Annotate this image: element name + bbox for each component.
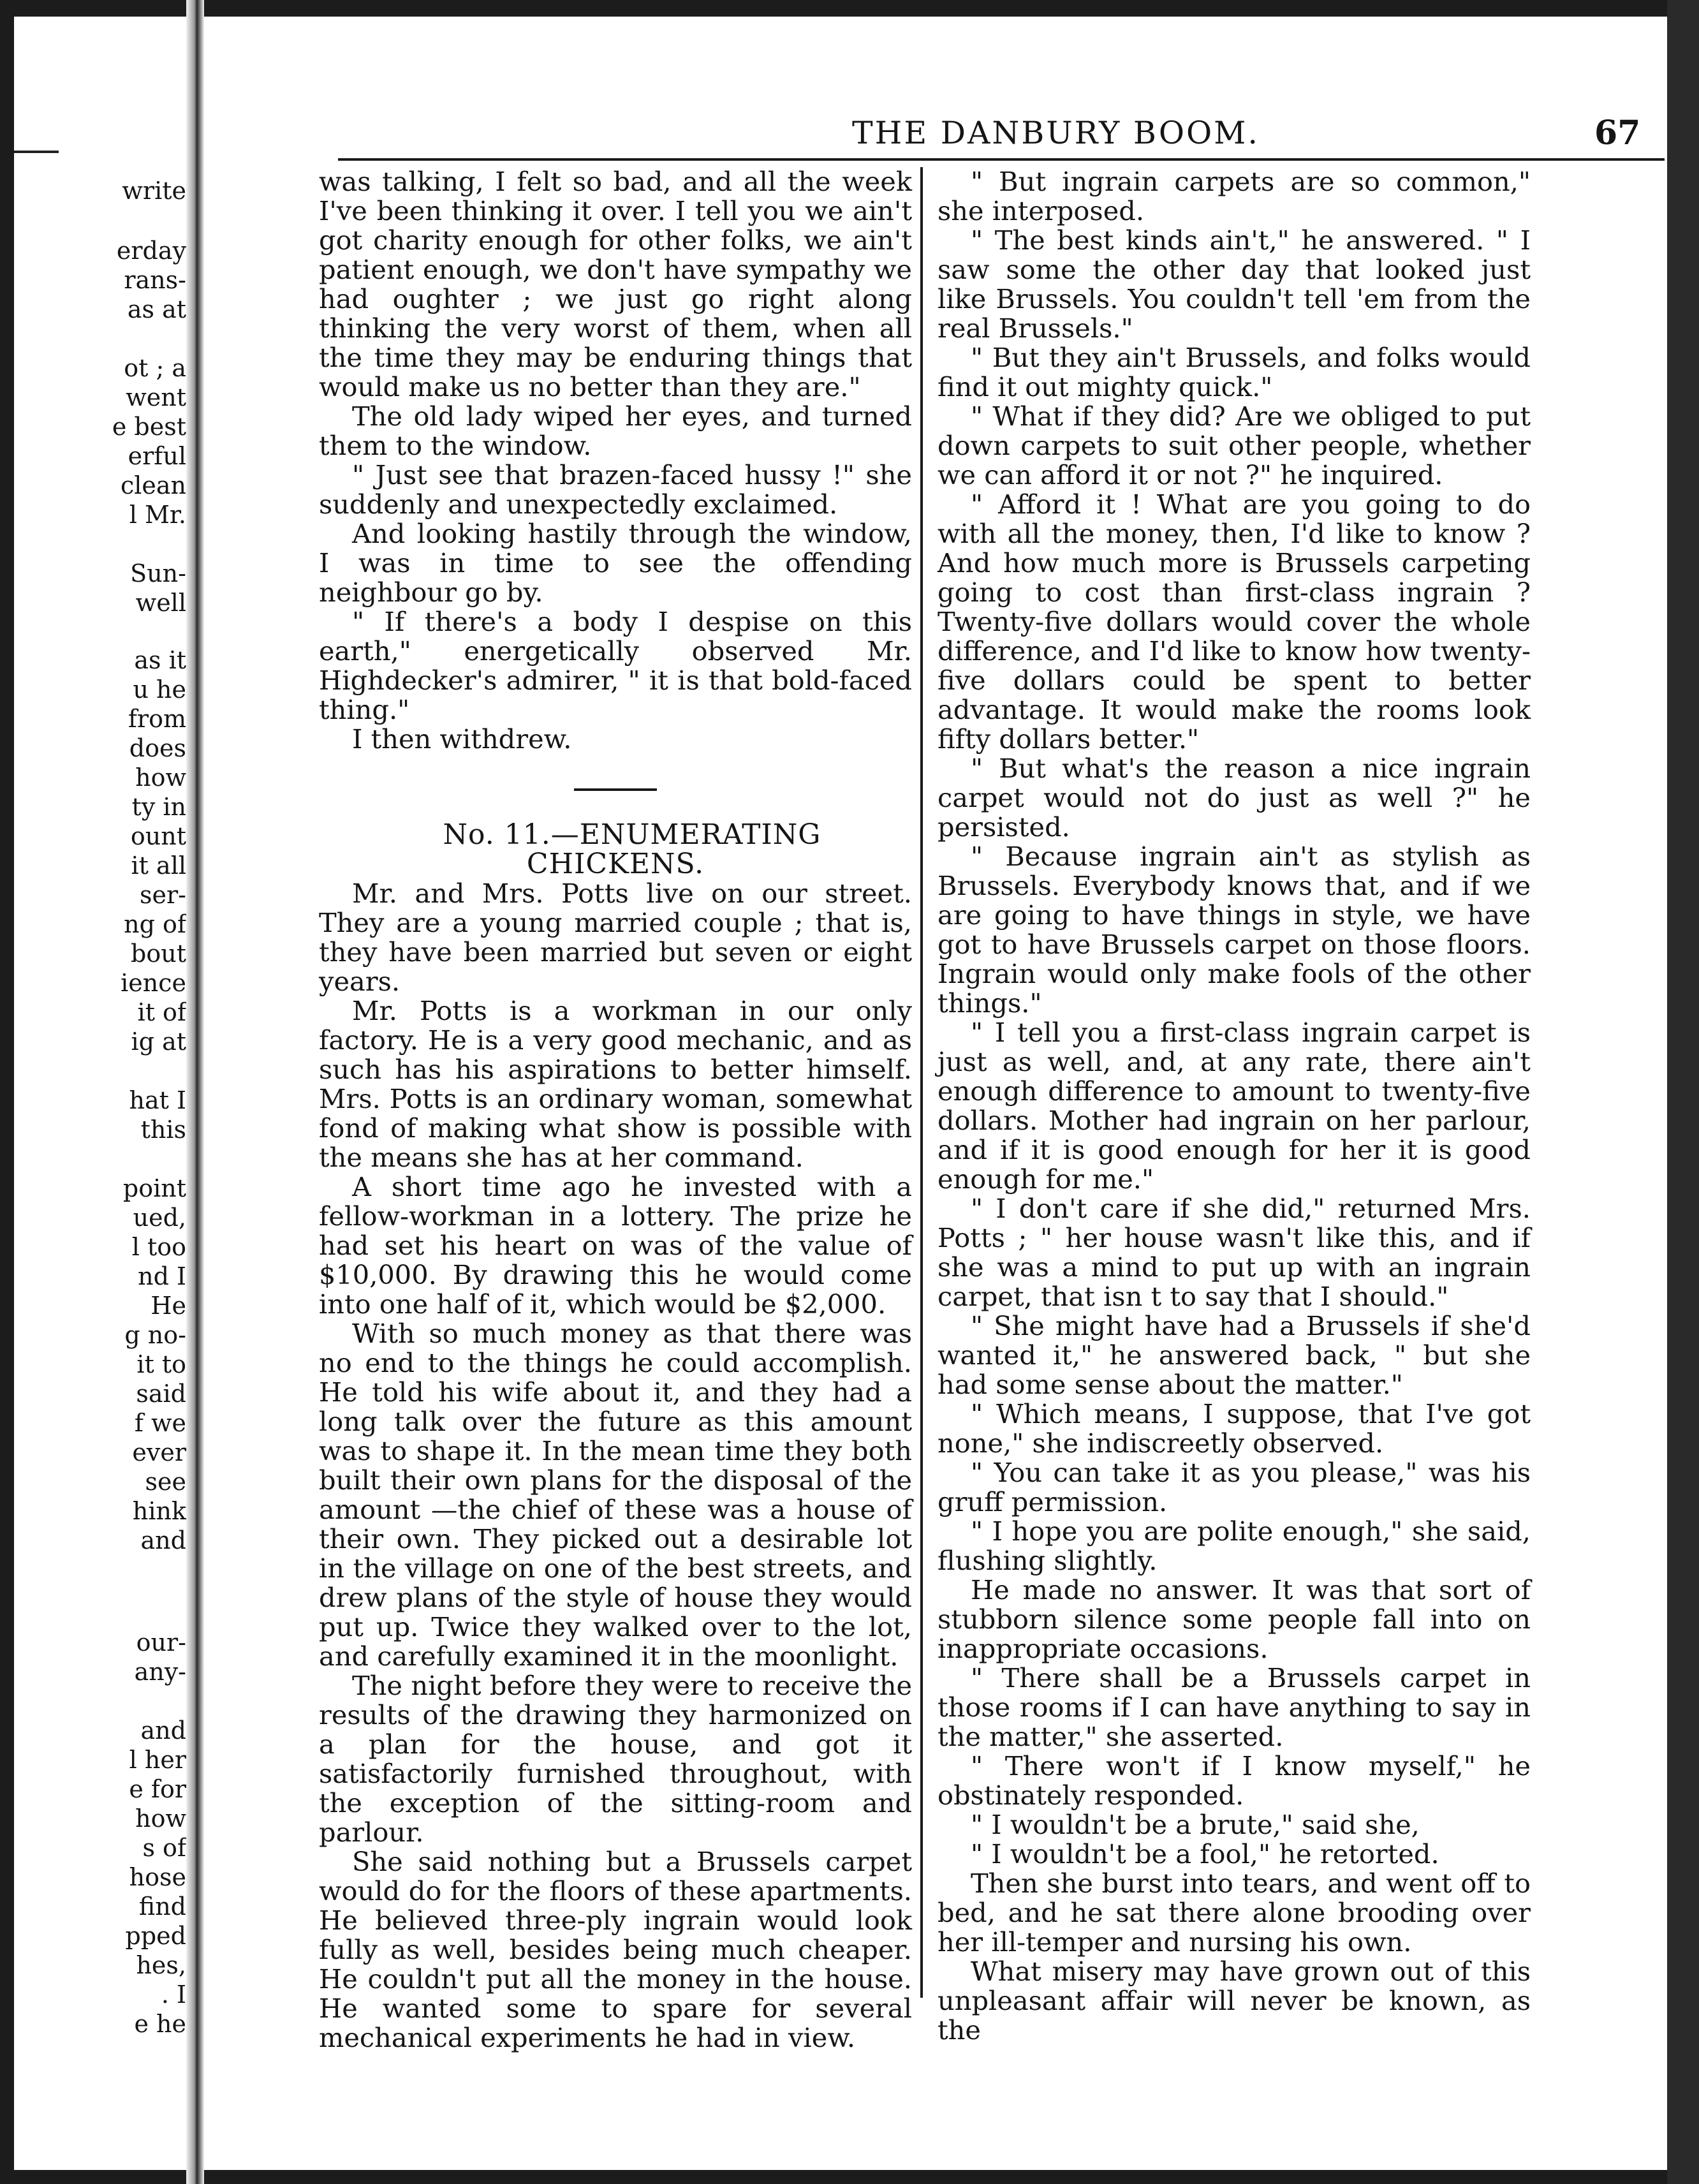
fragment-line: nd I xyxy=(138,1262,186,1290)
fragment-line: well xyxy=(135,589,186,617)
paragraph: And looking hastily through the window, I was in time to see the offending neighbour go by. xyxy=(319,518,912,608)
fragment-line: erful xyxy=(128,442,186,470)
paragraph: Then she burst into tears, and went off to bed, and he sat there alone brooding over her ill-temper and nursing his own. xyxy=(938,1868,1531,1958)
paragraph-group xyxy=(938,167,1531,2045)
paragraph: He made no answer. It was that sort of stubborn silence some people fall into on inappropriate occasions. xyxy=(938,1574,1531,1664)
section-divider xyxy=(574,788,657,791)
paragraph: " But ingrain carpets are so common," she interposed. xyxy=(938,166,1531,226)
fragment-line: as at xyxy=(127,295,186,323)
fragment-line: from xyxy=(128,705,186,733)
fragment-line: ience xyxy=(121,969,186,997)
paragraph: " Just see that brazen-faced hussy !" she suddenly and unexpectedly exclaimed. xyxy=(319,459,912,520)
header-rule xyxy=(338,158,1665,161)
fragment-line: s of xyxy=(142,1834,186,1862)
paragraph: " Afford it ! What are you going to do with all the money, then, I'd like to know ? And how much more is Brussels carpeting going to cost than first-class ingrain ? Twenty-five dollars would cover the whole difference, and I'd like to know how twenty-five dollars could be spent to better advantage. It would make the rooms look fifty dollars better." xyxy=(938,489,1531,755)
fragment-line: hat I xyxy=(129,1086,186,1114)
running-title: THE DANBURY BOOM. xyxy=(852,115,1260,151)
paragraph: With so much money as that there was no end to the things he could accomplish. He told his wife about it, and they had a long talk over the future as this amount was to shape it. In the mean time they both built their own plans for the disposal of the amount —the chief of these was a house of their own. They picked out a desirable lot in the village on one of the best streets, and drew plans of the style of house they would put up. Twice they walked over to the lot, and carefully examined it in the moonlight. xyxy=(319,1318,912,1672)
paragraph: " She might have had a Brussels if she'd wanted it," he answered back, " but she had some sense about the matter." xyxy=(938,1310,1531,1400)
fragment-line: l Mr. xyxy=(129,501,186,529)
scan-border-bottom xyxy=(0,2170,1699,2184)
fragment-line: rans- xyxy=(124,266,186,294)
paragraph: " If there's a body I despise on this earth," energetically observed Mr. Highdecker's admirer, " it is that bold-faced thing." xyxy=(319,606,912,725)
paragraph: " You can take it as you please," was his gruff permission. xyxy=(938,1457,1531,1517)
paragraph: " There won't if I know myself," he obstinately responded. xyxy=(938,1750,1531,1811)
scan-border-top xyxy=(0,0,1699,17)
fragment-line: Sun- xyxy=(130,559,186,587)
fragment-line: write xyxy=(122,177,186,205)
fragment-line: bout xyxy=(131,940,186,968)
fragment-line: this xyxy=(140,1116,186,1144)
paragraph-group xyxy=(319,402,912,754)
fragment-line: hink xyxy=(132,1497,186,1525)
fragment-line: went xyxy=(126,383,186,411)
fragment-line: how xyxy=(135,764,186,792)
paragraph: She said nothing but a Brussels carpet would do for the floors of these apartments. He believed three-ply ingrain would look fully as well, besides being much cheaper. He couldn't put all the money in the house. He wanted some to spare for several mechanical experiments he had in view. xyxy=(319,1846,912,2053)
fragment-line: said xyxy=(136,1380,186,1408)
paragraph: Mr. Potts is a workman in our only factory. He is a very good mechanic, and as such has his aspirations to better himself. Mrs. Potts is an ordinary woman, somewhat fond of making what show is possible with the means she has at her command. xyxy=(319,995,912,1173)
fragment-line: hes, xyxy=(136,1951,186,1979)
fragment-line: any- xyxy=(134,1658,186,1686)
fragment-line: ser- xyxy=(140,881,186,909)
fragment-line: ty in xyxy=(131,793,186,821)
paragraph: " I don't care if she did," returned Mrs. Potts ; " her house wasn't like this, and if she was a mind to put up with an ingrain carpet, that isn t to say that I should." xyxy=(938,1193,1531,1312)
paragraph: " I hope you are polite enough," she said, flushing slightly. xyxy=(938,1516,1531,1576)
fragment-line: erday xyxy=(116,237,186,265)
paragraph: " There shall be a Brussels carpet in those rooms if I can have anything to say in the matter," she asserted. xyxy=(938,1662,1531,1752)
paragraph: " What if they did? Are we obliged to put down carpets to suit other people, whether we can afford it or not ?" he inquired. xyxy=(938,401,1531,491)
fragment-line: . I xyxy=(161,1981,186,2009)
fragment-line: ig at xyxy=(131,1028,186,1056)
scan-border-right xyxy=(1667,0,1699,2184)
book-gutter xyxy=(186,0,204,2184)
fragment-line: ot ; a xyxy=(124,354,186,382)
fragment-line: how xyxy=(135,1804,186,1833)
fragment-line: l too xyxy=(131,1233,186,1261)
fragment-line: ng of xyxy=(124,910,186,938)
fragment-line: f we xyxy=(134,1409,186,1437)
right-column xyxy=(938,167,1531,2045)
fragment-line: it all xyxy=(131,852,186,880)
previous-page-rule xyxy=(14,151,59,153)
page-number: 67 xyxy=(1594,114,1641,152)
fragment-line: point xyxy=(122,1174,186,1202)
paragraph: " I wouldn't be a fool," he retorted. xyxy=(971,1838,1439,1870)
fragment-line: ued, xyxy=(133,1204,186,1232)
paragraph: " I wouldn't be a brute," said she, xyxy=(971,1809,1420,1840)
fragment-line: our- xyxy=(136,1628,186,1656)
left-column xyxy=(319,167,912,2053)
fragment-line: ever xyxy=(132,1438,186,1466)
paragraph: The old lady wiped her eyes, and turned them to the window. xyxy=(319,401,912,461)
fragment-line: ount xyxy=(130,822,186,850)
fragment-line: it to xyxy=(136,1350,186,1378)
book-page xyxy=(204,17,1667,2170)
paragraph: A short time ago he invested with a fellow-workman in a lottery. The prize he had set his heart on was of the value of $10,000. By drawing this he would come into one half of it, which would be $2,000. xyxy=(319,1171,912,1320)
fragment-line: e for xyxy=(129,1775,186,1803)
fragment-line: and xyxy=(140,1716,186,1745)
paragraph: Mr. and Mrs. Potts live on our street. They are a young married couple ; that is, they have been married but seven or eight years. xyxy=(319,878,912,997)
fragment-line: and xyxy=(140,1526,186,1554)
fragment-line: He xyxy=(151,1292,186,1320)
paragraph-group xyxy=(319,879,912,2053)
column-divider xyxy=(920,167,923,1998)
paragraph: " But they ain't Brussels, and folks would find it out mighty quick." xyxy=(938,342,1531,402)
paragraph: " I tell you a first-class ingrain carpet is just as well, and, at any rate, there ain't enough difference to amount to twenty-five dollars. Mother had ingrain on her parlour, and if it is good enough for her it is good enough for me." xyxy=(938,1017,1531,1195)
fragment-line: find xyxy=(138,1893,186,1921)
fragment-line: it of xyxy=(137,998,186,1026)
fragment-line: does xyxy=(129,734,186,762)
paragraph: " Which means, I suppose, that I've got none," she indiscreetly observed. xyxy=(938,1398,1531,1459)
fragment-line: e he xyxy=(134,2010,186,2038)
paragraph: What misery may have grown out of this unpleasant affair will never be known, as the xyxy=(938,1956,1531,2046)
scan-border-left xyxy=(0,0,14,2184)
fragment-line: hose xyxy=(129,1863,186,1891)
fragment-line: as it xyxy=(134,646,186,674)
fragment-line: clean xyxy=(120,471,186,499)
paragraph: was talking, I felt so bad, and all the week I've been thinking it over. I tell you we ain't got charity enough for other folks, we ain't patient enough, we don't have sympathy we had oughter ; we just go right along thinking the very worst of them, when all the time they may be enduring things that would make us no better than they are." xyxy=(319,166,912,402)
running-head xyxy=(319,93,1699,152)
paragraph: The night before they were to receive the results of the drawing they harmonized on a plan for the house, and got it satisfactorily furnished throughout, with the exception of the sitting-room and parlour. xyxy=(319,1670,912,1848)
fragment-line: e best xyxy=(112,413,186,441)
fragment-line: g no- xyxy=(124,1321,186,1349)
paragraph: " But what's the reason a nice ingrain carpet would not do just as well ?" he persisted. xyxy=(938,753,1531,843)
paragraph: I then withdrew. xyxy=(352,723,572,755)
paragraph: " Because ingrain ain't as stylish as Brussels. Everybody knows that, and if we are going to have things in style, we have got to have Brussels carpet on those floors. Ingrain would only make fools of the other things." xyxy=(938,841,1531,1019)
paragraph: " The best kinds ain't," he answered. " I saw some the other day that looked just like Brussels. You couldn't tell 'em from the real Brussels." xyxy=(938,225,1531,344)
section-heading: No. 11.—ENUMERATING CHICKENS. xyxy=(443,818,821,880)
fragment-line: l her xyxy=(129,1746,186,1774)
fragment-line: see xyxy=(145,1468,186,1496)
fragment-line: pped xyxy=(125,1922,186,1950)
previous-page-fragment xyxy=(14,0,186,2169)
fragment-line: u he xyxy=(133,675,186,704)
